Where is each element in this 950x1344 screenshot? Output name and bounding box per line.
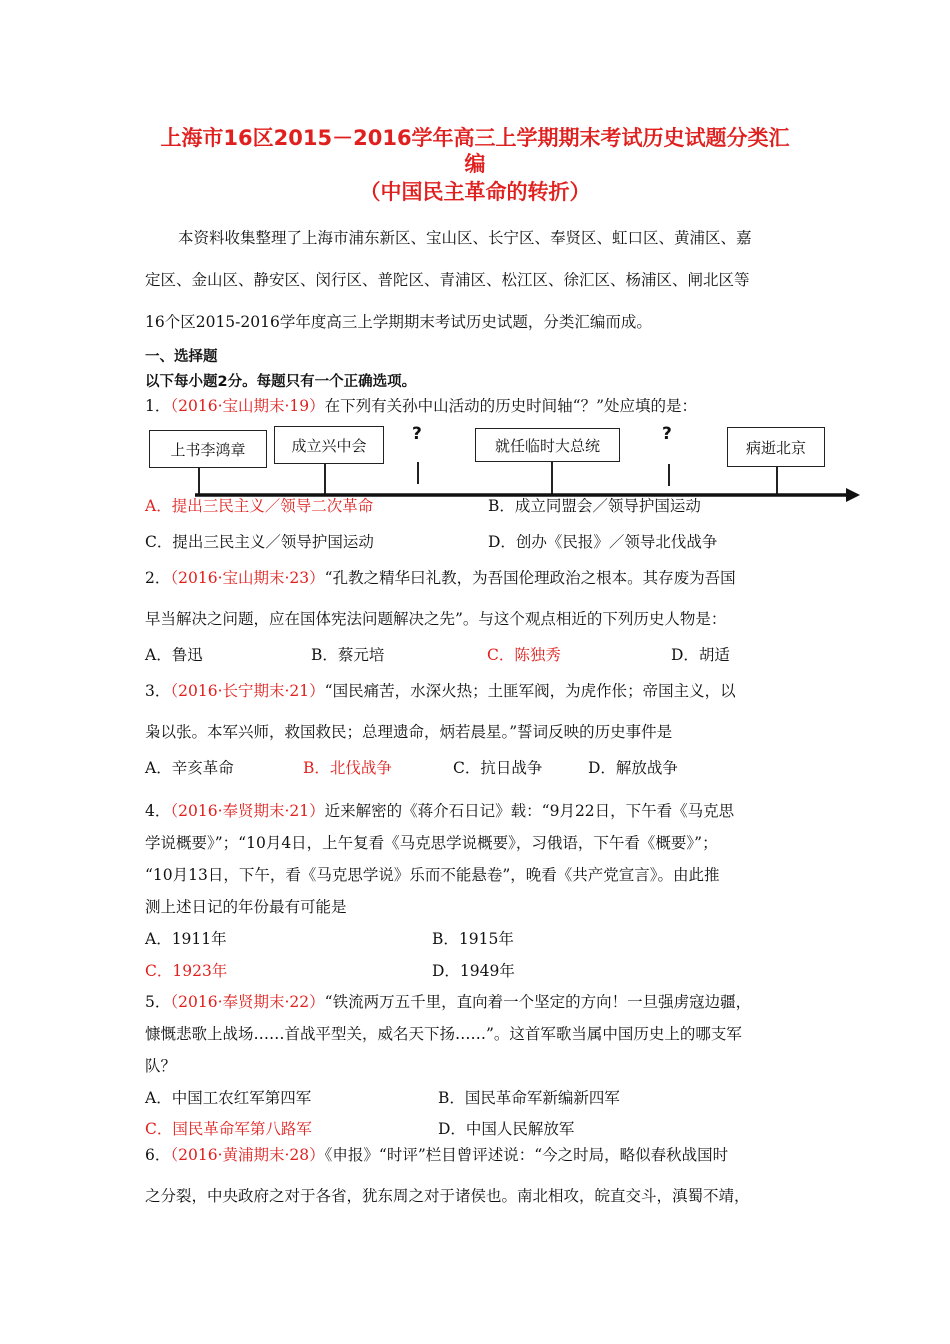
- page-title: 上海市16区2015－2016学年高三上学期期末考试历史试题分类汇: [160, 126, 790, 150]
- q3-option-c: C．抗日战争: [453, 759, 543, 777]
- question-3: [145, 679, 736, 701]
- timeline-box-3: 就任临时大总统: [475, 428, 620, 462]
- timeline-box-4: 病逝北京: [727, 427, 825, 467]
- question-text: “铁流两万五千里，直向着一个坚定的方向！一旦强虏寇边疆，: [324, 993, 752, 1011]
- question-text: 学说概要》”；“10月4日，上午复看《马克思学说概要》，习俄语，下午看《概要》”；: [145, 834, 718, 852]
- q4-option-b: B．1915年: [432, 930, 514, 948]
- question-4: [145, 799, 734, 821]
- intro-line: 本资料收集整理了上海市浦东新区、宝山区、长宁区、奉贤区、虹口区、黄浦区、嘉: [178, 229, 752, 247]
- q4-option-c: C．1923年: [145, 962, 228, 980]
- q5-option-a: A．中国工农红军第四军: [145, 1089, 312, 1107]
- q1-option-b: B．成立同盟会／领导护国运动: [488, 497, 701, 515]
- question-text: “国民痛苦，水深火热；土匪军阀，为虎作伥；帝国主义，以: [324, 682, 736, 700]
- question-source: （2016·宝山期末·23）: [170, 569, 325, 587]
- question-number: 2．: [145, 569, 171, 587]
- q1-option-d: D．创办《民报》／领导北伐战争: [488, 533, 718, 551]
- question-text: 队？: [145, 1057, 177, 1075]
- q2-option-c: C．陈独秀: [487, 646, 561, 664]
- question-source: （2016·宝山期末·19）: [170, 397, 325, 415]
- section-instruction: 以下每小题2分。每题只有一个正确选项。: [145, 374, 417, 390]
- question-number: 4．: [145, 802, 171, 820]
- page-subtitle: （中国民主革命的转折）: [359, 180, 591, 204]
- timeline-axis-arrow: [0, 0, 950, 520]
- timeline-box-2: 成立兴中会: [274, 426, 384, 464]
- timeline-question-mark: ?: [412, 424, 422, 444]
- question-source: （2016·奉贤期末·21）: [170, 802, 325, 820]
- intro-line: 定区、金山区、静安区、闵行区、普陀区、青浦区、松江区、徐汇区、杨浦区、闸北区等: [145, 271, 750, 289]
- q2-option-a: A．鲁迅: [145, 646, 203, 664]
- question-number: 3．: [145, 682, 171, 700]
- q5-option-d: D．中国人民解放军: [438, 1120, 575, 1138]
- question-text: 早当解决之问题，应在国体宪法问题解决之先”。与这个观点相近的下列历史人物是：: [145, 610, 727, 628]
- q3-option-a: A．辛亥革命: [145, 759, 234, 777]
- q1-option-c: C．提出三民主义／领导护国运动: [145, 533, 374, 551]
- q5-option-c: C．国民革命军第八路军: [145, 1120, 312, 1138]
- question-source: （2016·长宁期末·21）: [170, 682, 325, 700]
- question-number: 6．: [145, 1146, 171, 1164]
- question-text: “10月13日，下午，看《马克思学说》乐而不能悬卷”，晚看《共产党宣言》。由此推: [145, 866, 720, 884]
- q2-option-d: D．胡适: [671, 646, 730, 664]
- q4-option-a: A．1911年: [145, 930, 227, 948]
- question-5: [145, 990, 751, 1012]
- section-heading: 一、选择题: [145, 349, 218, 365]
- question-number: 5．: [145, 993, 171, 1011]
- page-title-continued: 编: [464, 152, 486, 176]
- q3-option-d: D．解放战争: [588, 759, 678, 777]
- question-source: （2016·奉贤期末·22）: [170, 993, 325, 1011]
- question-source: （2016·黄浦期末·28）: [170, 1146, 325, 1164]
- timeline-question-mark: ?: [662, 424, 672, 444]
- question-text: 之分裂，中央政府之对于各省，犹东周之对于诸侯也。南北相攻，皖直交斗，滇蜀不靖，: [145, 1187, 750, 1205]
- q5-option-b: B．国民革命军新编新四军: [438, 1089, 620, 1107]
- intro-line: 16个区2015-2016学年度高三上学期期末考试历史试题，分类汇编而成。: [145, 313, 652, 331]
- q3-option-b: B．北伐战争: [303, 759, 392, 777]
- question-text: 慷慨悲歌上战场……首战平型关，威名天下扬……”。这首军歌当属中国历史上的哪支军: [145, 1025, 742, 1043]
- q2-option-b: B．蔡元培: [311, 646, 385, 664]
- q1-option-a: A．提出三民主义／领导二次革命: [145, 497, 374, 515]
- question-text: 在下列有关孙中山活动的历史时间轴“？”处应填的是：: [324, 397, 698, 415]
- question-text: 测上述日记的年份最有可能是: [145, 898, 347, 916]
- question-6: [145, 1143, 728, 1165]
- question-text: “孔教之精华曰礼教，为吾国伦理政治之根本。其存废为吾国: [324, 569, 736, 587]
- question-text: 枭以张。本军兴师，救国救民；总理遗命，炳若晨星。”誓词反映的历史事件是: [145, 723, 673, 741]
- question-text: 近来解密的《蒋介石日记》载：“9月22日，下午看《马克思: [324, 802, 735, 820]
- question-text: 《申报》“时评”栏目曾评述说：“今之时局，略似春秋战国时: [324, 1146, 729, 1164]
- question-2: [145, 566, 736, 588]
- timeline-box-1: 上书李鸿章: [149, 430, 267, 468]
- q4-option-d: D．1949年: [432, 962, 515, 980]
- question-number: 1．: [145, 397, 171, 415]
